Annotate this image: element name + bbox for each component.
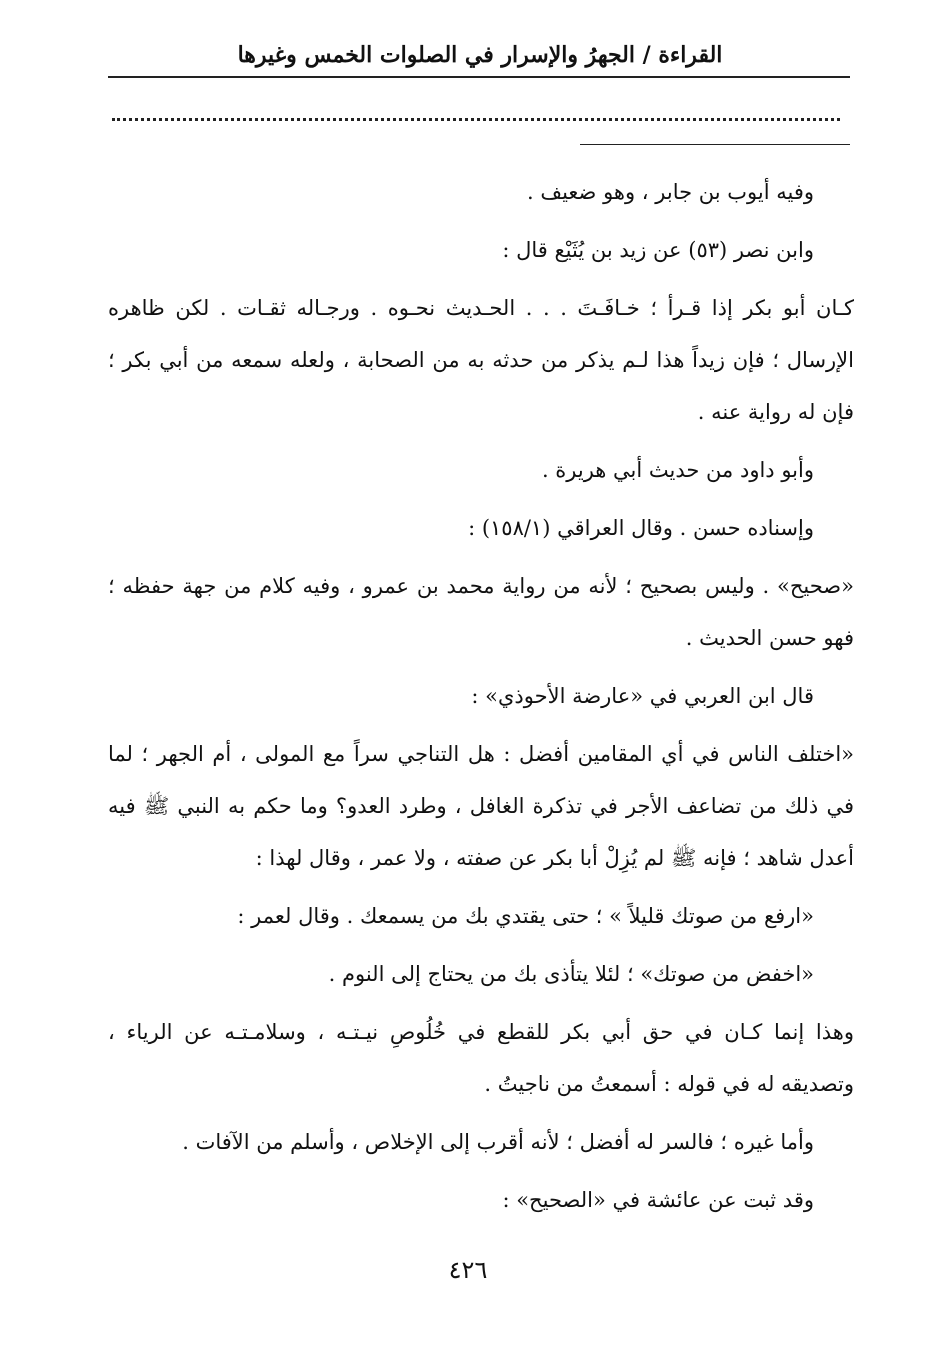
paragraph: «اخفض من صوتك» ؛ لئلا يتأذى بك من يحتاج إلى النوم . — [328, 962, 814, 986]
paragraph: وأبو داود من حديث أبي هريرة . — [541, 458, 814, 482]
dotted-separator — [112, 118, 840, 121]
paragraph: وقد ثبت عن عائشة في «الصحيح» : — [502, 1188, 814, 1212]
body-text — [108, 166, 854, 1232]
paragraph: «اختلف الناس في أي المقامين أفضل : هل التناجي سراً مع المولى ، أم الجهر ؛ لما في ذلك من تضاعف الأجر في تذكرة الغافل ، وطرد العدو؟ وما حكم به النبي ﷺ فيه أعدل شاهد ؛ فإنه ﷺ لم يُزِلْ أبا بكر عن صفته ، ولا عمر ، وقال لهذا : — [108, 742, 854, 870]
paragraph: وهذا إنما كـان في حق أبي بكر للقطع في خُلُوصِ نيـتـه ، وسلامـتـه عن الرياء ، وتصديقه له في قوله : أسمعتُ من ناجيتُ . — [108, 1020, 854, 1096]
paragraph: كـان أبو بكر إذا قـرأ ؛ خـافَـتَ . . . الحـديث نحـوه . ورجـاله ثقـات . لكن ظاهره الإرسال ؛ فإن زيداً هذا لـم يذكر من حدثه به من الصحابة ، ولعله سمعه من أبي بكر ؛ فإن له رواية عنه . — [108, 296, 854, 424]
page-number: ٤٢٦ — [448, 1256, 488, 1284]
paragraph: وابن نصر (٥٣) عن زيد بن يُثَيْع قال : — [502, 238, 814, 262]
paragraph: قال ابن العربي في «عارضة الأحوذي» : — [471, 684, 814, 708]
footnote-rule — [580, 144, 850, 145]
paragraph: «صحيح» . وليس بصحيح ؛ لأنه من رواية محمد بن عمرو ، وفيه كلام من جهة حفظه ؛ فهو حسن الحديث . — [108, 574, 854, 650]
header-rule — [108, 76, 850, 78]
paragraph: «ارفع من صوتك قليلاً » ؛ حتى يقتدي بك من يسمعك . وقال لعمر : — [237, 904, 814, 928]
paragraph: وفيه أيوب بن جابر ، وهو ضعيف . — [527, 180, 814, 204]
paragraph: وأما غيره ؛ فالسر له أفضل ؛ لأنه أقرب إلى الإخلاص ، وأسلم من الآفات . — [182, 1130, 814, 1154]
paragraph: وإسناده حسن . وقال العراقي (١٥٨/١) : — [468, 516, 814, 540]
running-header: القراءة / الجهرُ والإسرار في الصلوات الخمس وغيرها — [237, 42, 723, 68]
